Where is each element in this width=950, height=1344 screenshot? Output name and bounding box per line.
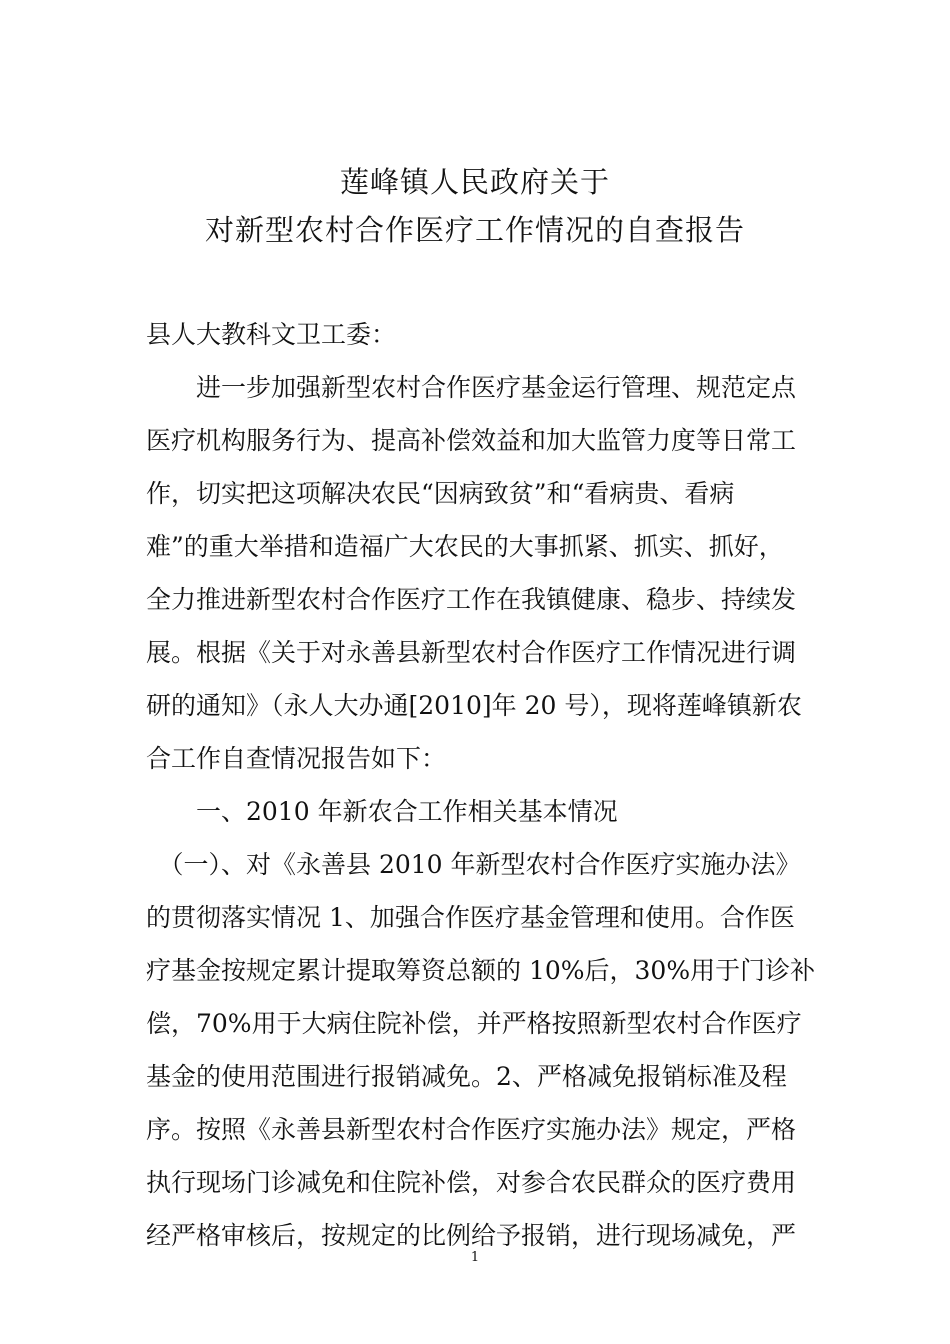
- document-title-line-1: 莲峰镇人民政府关于: [339, 165, 610, 199]
- body-line: 的贯彻落实情况 1、加强合作医疗基金管理和使用。合作医: [146, 903, 795, 932]
- body-line: 偿，70%用于大病住院补偿，并严格按照新型农村合作医疗: [146, 1009, 802, 1038]
- body-line: 研的通知》（永人大办通[2010]年 20 号），现将莲峰镇新农: [146, 691, 802, 720]
- body-line: 医疗机构服务行为、提高补偿效益和加大监管力度等日常工: [146, 426, 797, 455]
- body-line: 展。根据《关于对永善县新型农村合作医疗工作情况进行调: [146, 638, 797, 667]
- body-line: 序。按照《永善县新型农村合作医疗实施办法》规定，严格: [146, 1115, 797, 1144]
- body-line: 执行现场门诊减免和住院补偿，对参合农民群众的医疗费用: [146, 1168, 797, 1197]
- body-line: 进一步加强新型农村合作医疗基金运行管理、规范定点: [146, 373, 797, 402]
- body-line: 作，切实把这项解决农民“因病致贫”和“看病贵、看病: [146, 479, 735, 508]
- salutation: 县人大教科文卫工委：: [146, 320, 397, 349]
- body-line: 难”的重大举措和造福广大农民的大事抓紧、抓实、抓好，: [146, 532, 784, 561]
- body-line: 基金的使用范围进行报销减免。2、严格减免报销标准及程: [146, 1062, 787, 1091]
- page-number: 1: [470, 1250, 480, 1265]
- body-line: 经严格审核后，按规定的比例给予报销，进行现场减免，严: [146, 1221, 797, 1250]
- section-heading: 一、2010 年新农合工作相关基本情况: [146, 797, 618, 826]
- body-line: 全力推进新型农村合作医疗工作在我镇健康、稳步、持续发: [146, 585, 797, 614]
- body-line: 合工作自查情况报告如下：: [146, 744, 447, 773]
- document-title-line-2: 对新型农村合作医疗工作情况的自查报告: [204, 213, 745, 247]
- subsection-heading: （一）、对《永善县 2010 年新型农村合作医疗实施办法》: [146, 850, 801, 879]
- body-line: 疗基金按规定累计提取筹资总额的 10%后，30%用于门诊补: [146, 956, 816, 985]
